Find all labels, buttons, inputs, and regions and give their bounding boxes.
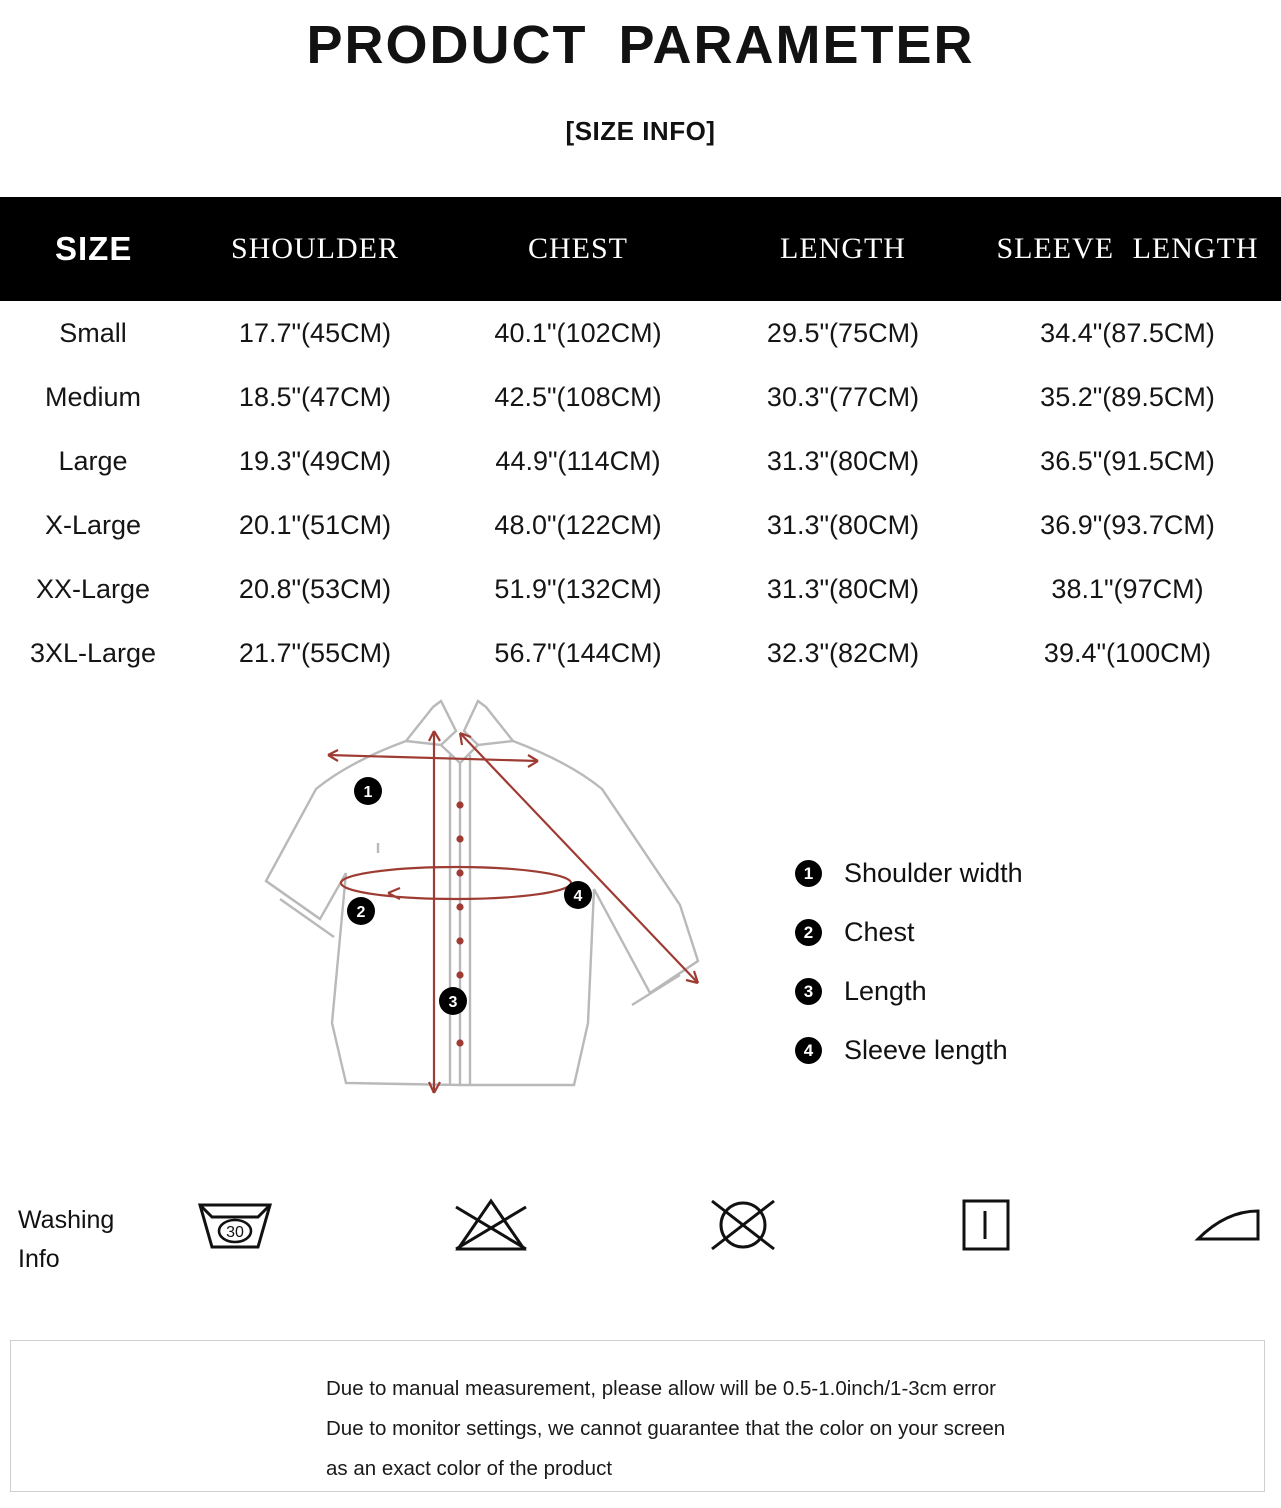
- column-header-size: SIZE: [0, 197, 186, 301]
- column-header-shoulder: SHOULDER: [186, 197, 444, 301]
- legend-item-sleeve-length: [795, 1035, 1215, 1066]
- table-row: [0, 621, 1281, 685]
- cell-chest: 44.9"(114CM): [444, 429, 712, 493]
- shirt-illustration-icon: [228, 693, 748, 1113]
- legend-item-shoulder-width: [795, 858, 1215, 889]
- legend-bullet-1-icon: 1: [795, 860, 822, 887]
- column-header-sleeve-length: SLEEVE LENGTH: [974, 197, 1281, 301]
- cell-shoulder: 18.5"(47CM): [186, 365, 444, 429]
- table-row: [0, 557, 1281, 621]
- cell-chest: 48.0"(122CM): [444, 493, 712, 557]
- cell-size: Small: [0, 301, 186, 365]
- cell-length: 30.3"(77CM): [712, 365, 974, 429]
- size-table: [0, 197, 1281, 685]
- svg-text:4: 4: [573, 888, 583, 905]
- legend-label: Length: [844, 976, 927, 1006]
- cell-size: X-Large: [0, 493, 186, 557]
- page-title: PRODUCT PARAMETER: [306, 15, 975, 75]
- table-row: [0, 429, 1281, 493]
- disclaimer-line: Due to monitor settings, we cannot guarantee that the color on your screen: [326, 1416, 1006, 1440]
- cell-length: 29.5"(75CM): [712, 301, 974, 365]
- legend-bullet-3-icon: 3: [795, 978, 822, 1005]
- cell-shoulder: 21.7"(55CM): [186, 621, 444, 685]
- cell-chest: 40.1"(102CM): [444, 301, 712, 365]
- table-row: [0, 301, 1281, 365]
- cell-shoulder: 20.1"(51CM): [186, 493, 444, 557]
- disclaimer-box: [10, 1340, 1265, 1492]
- cell-length: 31.3"(80CM): [712, 429, 974, 493]
- washing-info-label-line2: Info: [18, 1244, 60, 1273]
- legend-bullet-2-icon: 2: [795, 919, 822, 946]
- cell-chest: 51.9"(132CM): [444, 557, 712, 621]
- legend-item-length: [795, 976, 1215, 1007]
- measurement-diagram: [0, 693, 1281, 1163]
- wash-30-icon: [192, 1191, 278, 1257]
- cell-size: 3XL-Large: [0, 621, 186, 685]
- cell-length: 31.3"(80CM): [712, 493, 974, 557]
- table-row: [0, 365, 1281, 429]
- svg-text:30: 30: [226, 1224, 244, 1241]
- cell-sleeve: 34.4"(87.5CM): [974, 301, 1281, 365]
- legend-label: Chest: [844, 917, 915, 947]
- svg-text:1: 1: [363, 784, 373, 801]
- cell-length: 31.3"(80CM): [712, 557, 974, 621]
- washing-info-section: [0, 1173, 1281, 1323]
- cell-length: 32.3"(82CM): [712, 621, 974, 685]
- cell-sleeve: 36.9"(93.7CM): [974, 493, 1281, 557]
- disclaimer-line: Due to manual measurement, please allow will be 0.5-1.0inch/1-3cm error: [326, 1377, 996, 1400]
- legend-label: Shoulder width: [844, 858, 1023, 888]
- do-not-tumble-dry-icon: [700, 1191, 786, 1257]
- do-not-bleach-icon: [448, 1191, 534, 1257]
- svg-text:2: 2: [356, 904, 366, 921]
- washing-info-label-line1: Washing: [18, 1206, 115, 1234]
- cell-sleeve: 35.2"(89.5CM): [974, 365, 1281, 429]
- cell-size: Medium: [0, 365, 186, 429]
- cell-shoulder: 19.3"(49CM): [186, 429, 444, 493]
- cell-sleeve: 36.5"(91.5CM): [974, 429, 1281, 493]
- legend: [795, 858, 1215, 1094]
- cell-chest: 56.7"(144CM): [444, 621, 712, 685]
- cell-chest: 42.5"(108CM): [444, 365, 712, 429]
- table-row: [0, 493, 1281, 557]
- size-info-subtitle: [SIZE INFO]: [565, 116, 716, 146]
- washing-info-label: [18, 1201, 114, 1279]
- svg-text:3: 3: [448, 994, 458, 1011]
- iron-icon: [1190, 1191, 1266, 1257]
- cell-size: XX-Large: [0, 557, 186, 621]
- legend-label: Sleeve length: [844, 1035, 1008, 1065]
- cell-sleeve: 39.4"(100CM): [974, 621, 1281, 685]
- cell-shoulder: 20.8"(53CM): [186, 557, 444, 621]
- drip-dry-icon: [952, 1191, 1018, 1257]
- column-header-chest: CHEST: [444, 197, 712, 301]
- legend-bullet-4-icon: 4: [795, 1037, 822, 1064]
- disclaimer-line: as an exact color of the product: [326, 1456, 613, 1480]
- cell-sleeve: 38.1"(97CM): [974, 557, 1281, 621]
- cell-shoulder: 17.7"(45CM): [186, 301, 444, 365]
- legend-item-chest: [795, 917, 1215, 948]
- column-header-length: LENGTH: [712, 197, 974, 301]
- table-header-row: [0, 197, 1281, 301]
- cell-size: Large: [0, 429, 186, 493]
